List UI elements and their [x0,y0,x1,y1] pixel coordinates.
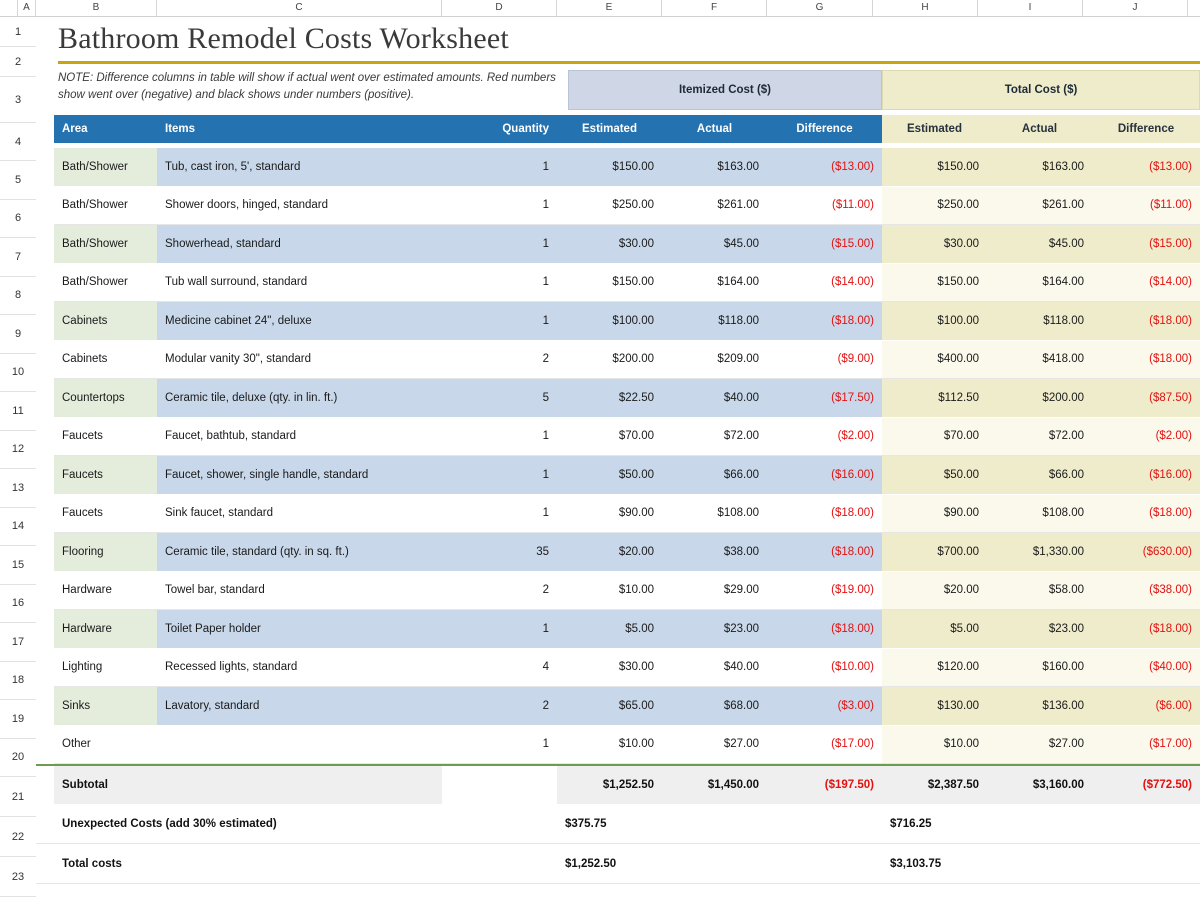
row-header-strip [0,17,36,897]
cell-area[interactable]: Countertops [54,379,157,418]
cell-itemized-estimated[interactable]: $10.00 [557,726,662,765]
column-header-total-actual: Actual [987,115,1092,143]
table-row[interactable] [36,687,1200,726]
cell-total-difference[interactable]: ($18.00) [1092,302,1200,341]
summary-total-difference[interactable] [1092,804,1200,843]
column-header-total-estimated: Estimated [882,115,987,143]
cell-itemized-estimated[interactable]: $150.00 [557,264,662,303]
cell-quantity[interactable]: 35 [442,533,557,572]
cell-total-difference[interactable]: ($6.00) [1092,687,1200,726]
cell-itemized-estimated[interactable]: $50.00 [557,456,662,495]
cell-area[interactable]: Bath/Shower [54,264,157,303]
cell-quantity[interactable]: 2 [442,341,557,380]
summary-itemized-actual[interactable] [662,844,767,883]
cell-itemized-difference[interactable]: ($18.00) [767,610,882,649]
cell-total-actual[interactable]: $1,330.00 [987,533,1092,572]
summary-total-estimated[interactable]: $2,387.50 [882,766,987,804]
row-header-4[interactable]: 4 [0,123,36,161]
select-all-corner[interactable] [0,0,18,16]
cell-total-difference[interactable]: ($630.00) [1092,533,1200,572]
table-row[interactable] [36,418,1200,457]
row-header-2[interactable]: 2 [0,47,36,77]
table-row[interactable] [36,148,1200,187]
cell-itemized-difference[interactable]: ($16.00) [767,456,882,495]
row-header-3[interactable]: 3 [0,77,36,123]
cell-total-actual[interactable]: $72.00 [987,418,1092,457]
cell-total-actual[interactable]: $164.00 [987,264,1092,303]
cell-items[interactable]: Modular vanity 30", standard [157,341,442,380]
cell-area[interactable]: Sinks [54,687,157,726]
cell-total-estimated[interactable]: $70.00 [882,418,987,457]
table-row[interactable] [36,341,1200,380]
cell-itemized-estimated[interactable]: $20.00 [557,533,662,572]
summary-label[interactable]: Subtotal [54,766,442,804]
cell-total-estimated[interactable]: $150.00 [882,264,987,303]
cell-itemized-difference[interactable]: ($13.00) [767,148,882,187]
summary-section [36,764,1200,884]
summary-total-actual[interactable] [987,804,1092,843]
summary-itemized-estimated[interactable]: $1,252.50 [557,844,662,883]
cell-total-estimated[interactable]: $50.00 [882,456,987,495]
row-header-15[interactable]: 15 [0,546,36,585]
row-header-11[interactable]: 11 [0,392,36,431]
summary-itemized-difference[interactable]: ($197.50) [767,766,882,804]
cell-area[interactable]: Bath/Shower [54,187,157,226]
cell-itemized-actual[interactable]: $209.00 [662,341,767,380]
cell-itemized-estimated[interactable]: $22.50 [557,379,662,418]
page-title: Bathroom Remodel Costs Worksheet [58,22,509,55]
cell-total-difference[interactable]: ($16.00) [1092,456,1200,495]
cell-quantity[interactable]: 1 [442,225,557,264]
cell-itemized-estimated[interactable]: $65.00 [557,687,662,726]
table-row[interactable] [36,649,1200,688]
row-header-23[interactable]: 23 [0,857,36,897]
table-row[interactable] [36,533,1200,572]
table-row[interactable] [36,302,1200,341]
cell-total-estimated[interactable]: $90.00 [882,495,987,534]
cell-itemized-estimated[interactable]: $10.00 [557,572,662,611]
cell-total-difference[interactable]: ($14.00) [1092,264,1200,303]
cell-items[interactable]: Ceramic tile, deluxe (qty. in lin. ft.) [157,379,442,418]
cell-itemized-estimated[interactable]: $70.00 [557,418,662,457]
column-header-b[interactable]: B [36,0,157,16]
summary-quantity[interactable] [442,766,557,804]
cell-area[interactable]: Other [54,726,157,765]
cell-total-actual[interactable]: $118.00 [987,302,1092,341]
cell-total-actual[interactable]: $163.00 [987,148,1092,187]
cell-itemized-difference[interactable]: ($17.00) [767,726,882,765]
cell-total-difference[interactable]: ($11.00) [1092,187,1200,226]
table-row[interactable] [36,726,1200,765]
cell-area[interactable]: Hardware [54,610,157,649]
column-header-e[interactable]: E [557,0,662,16]
cell-itemized-actual[interactable]: $38.00 [662,533,767,572]
table-row[interactable] [36,610,1200,649]
cell-itemized-difference[interactable]: ($11.00) [767,187,882,226]
cell-total-estimated[interactable]: $700.00 [882,533,987,572]
cell-total-estimated[interactable]: $30.00 [882,225,987,264]
cell-items[interactable]: Shower doors, hinged, standard [157,187,442,226]
cell-itemized-actual[interactable]: $164.00 [662,264,767,303]
cell-total-difference[interactable]: ($18.00) [1092,341,1200,380]
cell-quantity[interactable]: 1 [442,187,557,226]
row-header-19[interactable]: 19 [0,700,36,739]
cell-itemized-difference[interactable]: ($2.00) [767,418,882,457]
cell-total-difference[interactable]: ($13.00) [1092,148,1200,187]
cell-total-estimated[interactable]: $100.00 [882,302,987,341]
cell-total-estimated[interactable]: $5.00 [882,610,987,649]
sheet-body [36,17,1200,902]
cell-quantity[interactable]: 1 [442,302,557,341]
cell-itemized-actual[interactable]: $72.00 [662,418,767,457]
summary-total-estimated[interactable]: $716.25 [882,804,987,843]
cell-itemized-difference[interactable]: ($17.50) [767,379,882,418]
summary-row[interactable] [36,804,1200,844]
row-header-8[interactable]: 8 [0,277,36,316]
cell-quantity[interactable]: 1 [442,456,557,495]
cell-itemized-actual[interactable]: $68.00 [662,687,767,726]
cell-total-actual[interactable]: $66.00 [987,456,1092,495]
table-row[interactable] [36,456,1200,495]
cell-area[interactable]: Flooring [54,533,157,572]
cell-area[interactable]: Cabinets [54,302,157,341]
cell-quantity[interactable]: 4 [442,649,557,688]
table-body [36,148,1200,764]
cell-total-actual[interactable]: $45.00 [987,225,1092,264]
cell-total-estimated[interactable]: $400.00 [882,341,987,380]
cell-total-difference[interactable]: ($15.00) [1092,225,1200,264]
cell-total-actual[interactable]: $58.00 [987,572,1092,611]
column-header-g[interactable]: G [767,0,873,16]
column-header-strip [0,0,1200,17]
cell-total-estimated[interactable]: $20.00 [882,572,987,611]
column-header-j[interactable]: J [1083,0,1188,16]
cell-itemized-actual[interactable]: $29.00 [662,572,767,611]
cell-itemized-actual[interactable]: $108.00 [662,495,767,534]
row-header-7[interactable]: 7 [0,238,36,277]
cell-itemized-estimated[interactable]: $150.00 [557,148,662,187]
column-header-items: Items [165,123,196,135]
row-header-17[interactable]: 17 [0,623,36,662]
cell-items[interactable] [157,726,442,765]
row-header-9[interactable]: 9 [0,315,36,354]
table-row[interactable] [36,495,1200,534]
cell-quantity[interactable]: 1 [442,264,557,303]
cell-items[interactable]: Toilet Paper holder [157,610,442,649]
cell-items[interactable]: Recessed lights, standard [157,649,442,688]
column-header-total-difference: Difference [1092,115,1200,143]
cell-itemized-difference[interactable]: ($9.00) [767,341,882,380]
cell-total-actual[interactable]: $200.00 [987,379,1092,418]
summary-total-difference[interactable]: ($772.50) [1092,766,1200,804]
row-header-22[interactable]: 22 [0,817,36,857]
cell-total-actual[interactable]: $108.00 [987,495,1092,534]
cell-itemized-difference[interactable]: ($14.00) [767,264,882,303]
cell-total-estimated[interactable]: $120.00 [882,649,987,688]
table-header-total-group [882,115,1200,143]
column-header-quantity: Quantity [502,123,549,135]
cell-items[interactable]: Tub, cast iron, 5', standard [157,148,442,187]
column-header-a[interactable]: A [18,0,36,16]
cell-total-difference[interactable]: ($87.50) [1092,379,1200,418]
summary-row[interactable] [36,764,1200,804]
table-row[interactable] [36,264,1200,303]
summary-label[interactable]: Unexpected Costs (add 30% estimated) [54,804,442,843]
cell-area[interactable]: Faucets [54,495,157,534]
summary-label[interactable]: Total costs [54,844,442,883]
summary-total-actual[interactable]: $3,160.00 [987,766,1092,804]
cell-quantity[interactable]: 1 [442,726,557,765]
cell-itemized-actual[interactable]: $66.00 [662,456,767,495]
cell-itemized-estimated[interactable]: $30.00 [557,649,662,688]
cell-quantity[interactable]: 1 [442,495,557,534]
summary-quantity[interactable] [442,804,557,843]
column-header-i[interactable]: I [978,0,1083,16]
cell-itemized-actual[interactable]: $27.00 [662,726,767,765]
cell-quantity[interactable]: 2 [442,572,557,611]
row-header-16[interactable]: 16 [0,585,36,624]
cell-quantity[interactable]: 1 [442,610,557,649]
cell-total-actual[interactable]: $418.00 [987,341,1092,380]
cell-area[interactable]: Faucets [54,418,157,457]
cell-area[interactable]: Cabinets [54,341,157,380]
cell-total-difference[interactable]: ($18.00) [1092,610,1200,649]
table-row[interactable] [36,187,1200,226]
cell-quantity[interactable]: 2 [442,687,557,726]
cell-itemized-estimated[interactable]: $90.00 [557,495,662,534]
row-header-6[interactable]: 6 [0,200,36,239]
cell-itemized-actual[interactable]: $118.00 [662,302,767,341]
note-text: NOTE: Difference columns in table will show if actual went over estimated amounts. Red numbers show went over (negative) and black shows under numbers (positive). [58,72,556,101]
row-header-1[interactable]: 1 [0,17,36,47]
summary-itemized-actual[interactable]: $1,450.00 [662,766,767,804]
summary-total-actual[interactable] [987,844,1092,883]
cell-total-actual[interactable]: $136.00 [987,687,1092,726]
cell-total-difference[interactable]: ($17.00) [1092,726,1200,765]
summary-quantity[interactable] [442,844,557,883]
cell-itemized-estimated[interactable]: $250.00 [557,187,662,226]
row-header-20[interactable]: 20 [0,739,36,778]
column-header-itemized-difference: Difference [796,123,853,135]
cell-itemized-difference[interactable]: ($10.00) [767,649,882,688]
cell-area[interactable]: Bath/Shower [54,225,157,264]
row-header-13[interactable]: 13 [0,469,36,508]
cell-total-difference[interactable]: ($38.00) [1092,572,1200,611]
cell-itemized-estimated[interactable]: $100.00 [557,302,662,341]
cell-itemized-actual[interactable]: $40.00 [662,379,767,418]
cell-items[interactable]: Sink faucet, standard [157,495,442,534]
cell-itemized-actual[interactable]: $40.00 [662,649,767,688]
row-header-18[interactable]: 18 [0,662,36,701]
row-header-14[interactable]: 14 [0,508,36,547]
cell-itemized-difference[interactable]: ($15.00) [767,225,882,264]
cell-total-estimated[interactable]: $112.50 [882,379,987,418]
cell-itemized-difference[interactable]: ($18.00) [767,495,882,534]
cell-items[interactable]: Faucet, shower, single handle, standard [157,456,442,495]
cell-items[interactable]: Lavatory, standard [157,687,442,726]
cell-quantity[interactable]: 1 [442,418,557,457]
summary-itemized-difference[interactable] [767,804,882,843]
summary-itemized-actual[interactable] [662,804,767,843]
cell-total-actual[interactable]: $27.00 [987,726,1092,765]
cell-total-actual[interactable]: $261.00 [987,187,1092,226]
cell-area[interactable]: Lighting [54,649,157,688]
cell-itemized-difference[interactable]: ($18.00) [767,533,882,572]
column-header-c[interactable]: C [157,0,442,16]
cell-items[interactable]: Towel bar, standard [157,572,442,611]
table-row[interactable] [36,225,1200,264]
summary-itemized-estimated[interactable]: $1,252.50 [557,766,662,804]
table-row[interactable] [36,572,1200,611]
cell-itemized-actual[interactable]: $23.00 [662,610,767,649]
cell-total-difference[interactable]: ($18.00) [1092,495,1200,534]
cell-total-difference[interactable]: ($2.00) [1092,418,1200,457]
row-header-10[interactable]: 10 [0,354,36,393]
cell-quantity[interactable]: 1 [442,148,557,187]
column-header-d[interactable]: D [442,0,557,16]
cell-items[interactable]: Faucet, bathtub, standard [157,418,442,457]
summary-row[interactable] [36,844,1200,884]
column-header-area: Area [62,123,88,135]
cell-total-actual[interactable]: $23.00 [987,610,1092,649]
summary-total-difference[interactable] [1092,844,1200,883]
column-header-itemized-actual: Actual [696,123,733,135]
cell-area[interactable]: Bath/Shower [54,148,157,187]
cell-itemized-difference[interactable]: ($18.00) [767,302,882,341]
group-header-itemized: Itemized Cost ($) [568,70,882,110]
row-header-5[interactable]: 5 [0,161,36,200]
cell-itemized-actual[interactable]: $163.00 [662,148,767,187]
cell-total-estimated[interactable]: $10.00 [882,726,987,765]
cell-itemized-estimated[interactable]: $5.00 [557,610,662,649]
row-header-21[interactable]: 21 [0,777,36,817]
cell-area[interactable]: Hardware [54,572,157,611]
cell-itemized-actual[interactable]: $261.00 [662,187,767,226]
cell-items[interactable]: Tub wall surround, standard [157,264,442,303]
cell-itemized-difference[interactable]: ($19.00) [767,572,882,611]
column-header-f[interactable]: F [662,0,767,16]
column-header-h[interactable]: H [873,0,978,16]
summary-itemized-difference[interactable] [767,844,882,883]
table-header-row [54,115,882,143]
cell-total-estimated[interactable]: $250.00 [882,187,987,226]
cell-total-estimated[interactable]: $150.00 [882,148,987,187]
column-header-itemized-estimated: Estimated [582,123,637,135]
cell-total-estimated[interactable]: $130.00 [882,687,987,726]
cell-itemized-actual[interactable]: $45.00 [662,225,767,264]
cell-itemized-difference[interactable]: ($3.00) [767,687,882,726]
cell-total-difference[interactable]: ($40.00) [1092,649,1200,688]
cell-items[interactable]: Showerhead, standard [157,225,442,264]
summary-itemized-estimated[interactable]: $375.75 [557,804,662,843]
cell-itemized-estimated[interactable]: $200.00 [557,341,662,380]
cell-itemized-estimated[interactable]: $30.00 [557,225,662,264]
cell-total-actual[interactable]: $160.00 [987,649,1092,688]
row-header-12[interactable]: 12 [0,431,36,470]
cell-items[interactable]: Ceramic tile, standard (qty. in sq. ft.) [157,533,442,572]
cell-quantity[interactable]: 5 [442,379,557,418]
cell-items[interactable]: Medicine cabinet 24", deluxe [157,302,442,341]
summary-total-estimated[interactable]: $3,103.75 [882,844,987,883]
group-header-total: Total Cost ($) [882,70,1200,110]
cell-area[interactable]: Faucets [54,456,157,495]
table-row[interactable] [36,379,1200,418]
